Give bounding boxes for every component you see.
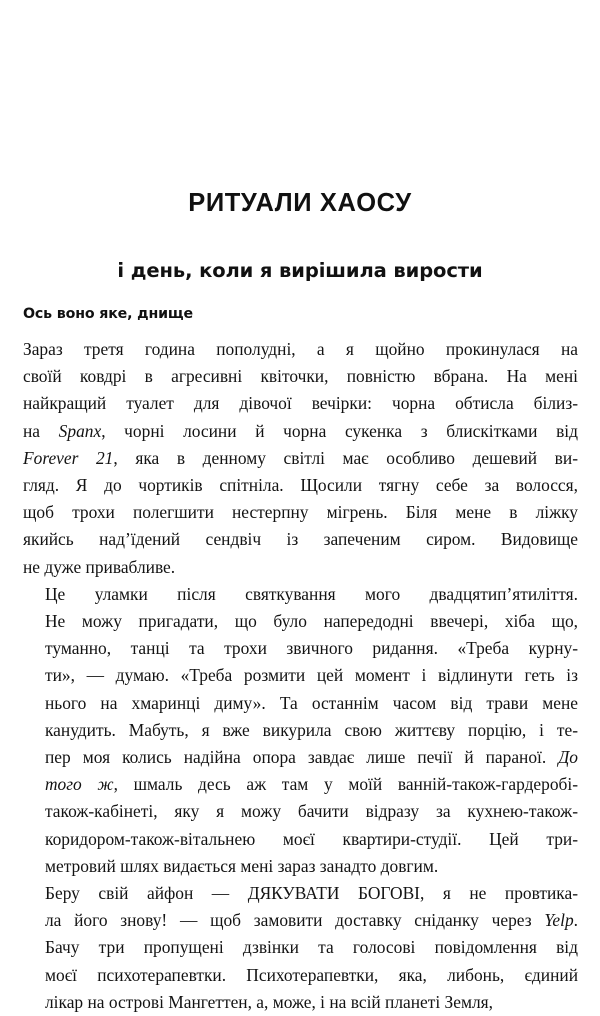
text-line xyxy=(23,336,578,363)
text-line xyxy=(23,581,578,608)
paragraph xyxy=(23,581,578,880)
text-line xyxy=(23,744,578,771)
text-line xyxy=(23,472,578,499)
text-line xyxy=(23,418,578,445)
text-run: Бачу три пропущені дзвінки та голосові повідомлення від xyxy=(45,937,578,958)
text-line xyxy=(23,390,578,417)
text-line xyxy=(23,445,578,472)
text-line xyxy=(23,690,578,717)
text-line xyxy=(23,771,578,798)
text-line xyxy=(23,880,578,907)
body-text xyxy=(23,336,578,1016)
text-run: якийсь над’їдений сендвіч із запеченим сиром. Видовище xyxy=(23,529,578,550)
text-line xyxy=(23,826,578,853)
text-line xyxy=(23,962,578,989)
text-run: , чорні лосини й чорна сукенка з блискітками від xyxy=(101,420,578,441)
italic-run: того ж xyxy=(45,774,114,795)
text-line xyxy=(23,363,578,390)
text-line xyxy=(23,662,578,689)
text-run: , шмаль десь аж там у моїй ванній-також-гардеробі- xyxy=(113,774,578,795)
text-run: туманно, танці та трохи звичного ридання. «Треба курну- xyxy=(45,638,578,659)
text-run: гляд. Я до чортиків спітніла. Щосили тягну себе за волосся, xyxy=(23,475,578,496)
paragraph xyxy=(23,880,578,1016)
text-run: лікар на острові Мангеттен, а, може, і на всій планеті Земля, xyxy=(45,991,494,1012)
text-line xyxy=(23,853,578,880)
text-run: нього на хмаринці диму». Та останнім часом від трави мене xyxy=(45,692,578,713)
text-run: . xyxy=(573,910,578,931)
text-run: Не можу пригадати, що було напередодні ввечері, хіба що, xyxy=(45,611,578,632)
paragraph xyxy=(23,336,578,581)
text-line xyxy=(23,934,578,961)
text-run: Зараз третя година пополудні, а я щойно прокинулася на xyxy=(23,339,578,359)
section-heading: Ось воно яке, днище xyxy=(23,306,193,323)
text-run: ла його знову! — щоб замовити доставку сніданку через xyxy=(45,910,545,931)
text-line xyxy=(23,989,578,1016)
text-run: коридором-також-вітальнею моєї квартири-студії. Цей три- xyxy=(45,828,578,849)
text-line xyxy=(23,526,578,553)
text-line xyxy=(23,717,578,744)
italic-run: Forever 21 xyxy=(23,447,114,468)
italic-run: Spanx xyxy=(58,420,102,441)
text-run: найкращий туалет для дівочої вечірки: чорна обтисла білиз- xyxy=(23,393,578,414)
italic-run: До xyxy=(558,747,578,768)
text-line xyxy=(23,608,578,635)
chapter-title: РИТУАЛИ ХАОСУ xyxy=(188,189,412,218)
chapter-subtitle: і день, коли я вирішила вирости xyxy=(117,259,483,283)
text-run: , яка в денному світлі має особливо дешевий ви- xyxy=(113,447,578,468)
text-line xyxy=(23,635,578,662)
text-run: щоб трохи полегшити нестерпну мігрень. Біля мене в ліжку xyxy=(23,502,578,523)
text-run: моєї психотерапевтки. Психотерапевтки, яка, либонь, єдиний xyxy=(45,964,578,985)
text-line xyxy=(23,499,578,526)
text-run: пер моя колись надійна опора завдає лише печії й параної. xyxy=(45,747,559,768)
text-run: метровий шлях видається мені зараз занадто довгим. xyxy=(45,855,439,876)
text-run: своїй ковдрі в агресивні квіточки, повністю вбрана. На мені xyxy=(23,366,578,387)
text-run: не дуже привабливе. xyxy=(23,556,176,577)
text-run: ти», — думаю. «Треба розмити цей момент і відлинути геть із xyxy=(45,665,578,686)
text-line xyxy=(23,554,578,581)
text-line xyxy=(23,798,578,825)
text-run: також-кабінеті, яку я можу бачити відразу за кухнею-також- xyxy=(45,801,578,822)
text-run: Це уламки після святкування мого двадцятип’ятиліття. xyxy=(45,583,578,604)
text-run: канудить. Мабуть, я вже викурила свою життєву порцію, і те- xyxy=(45,719,578,740)
text-run: на xyxy=(23,420,59,441)
italic-run: Yelp xyxy=(544,910,574,931)
text-run: Беру свій айфон — ДЯКУВАТИ БОГОВІ, я не провтика- xyxy=(45,883,578,904)
text-line xyxy=(23,907,578,934)
